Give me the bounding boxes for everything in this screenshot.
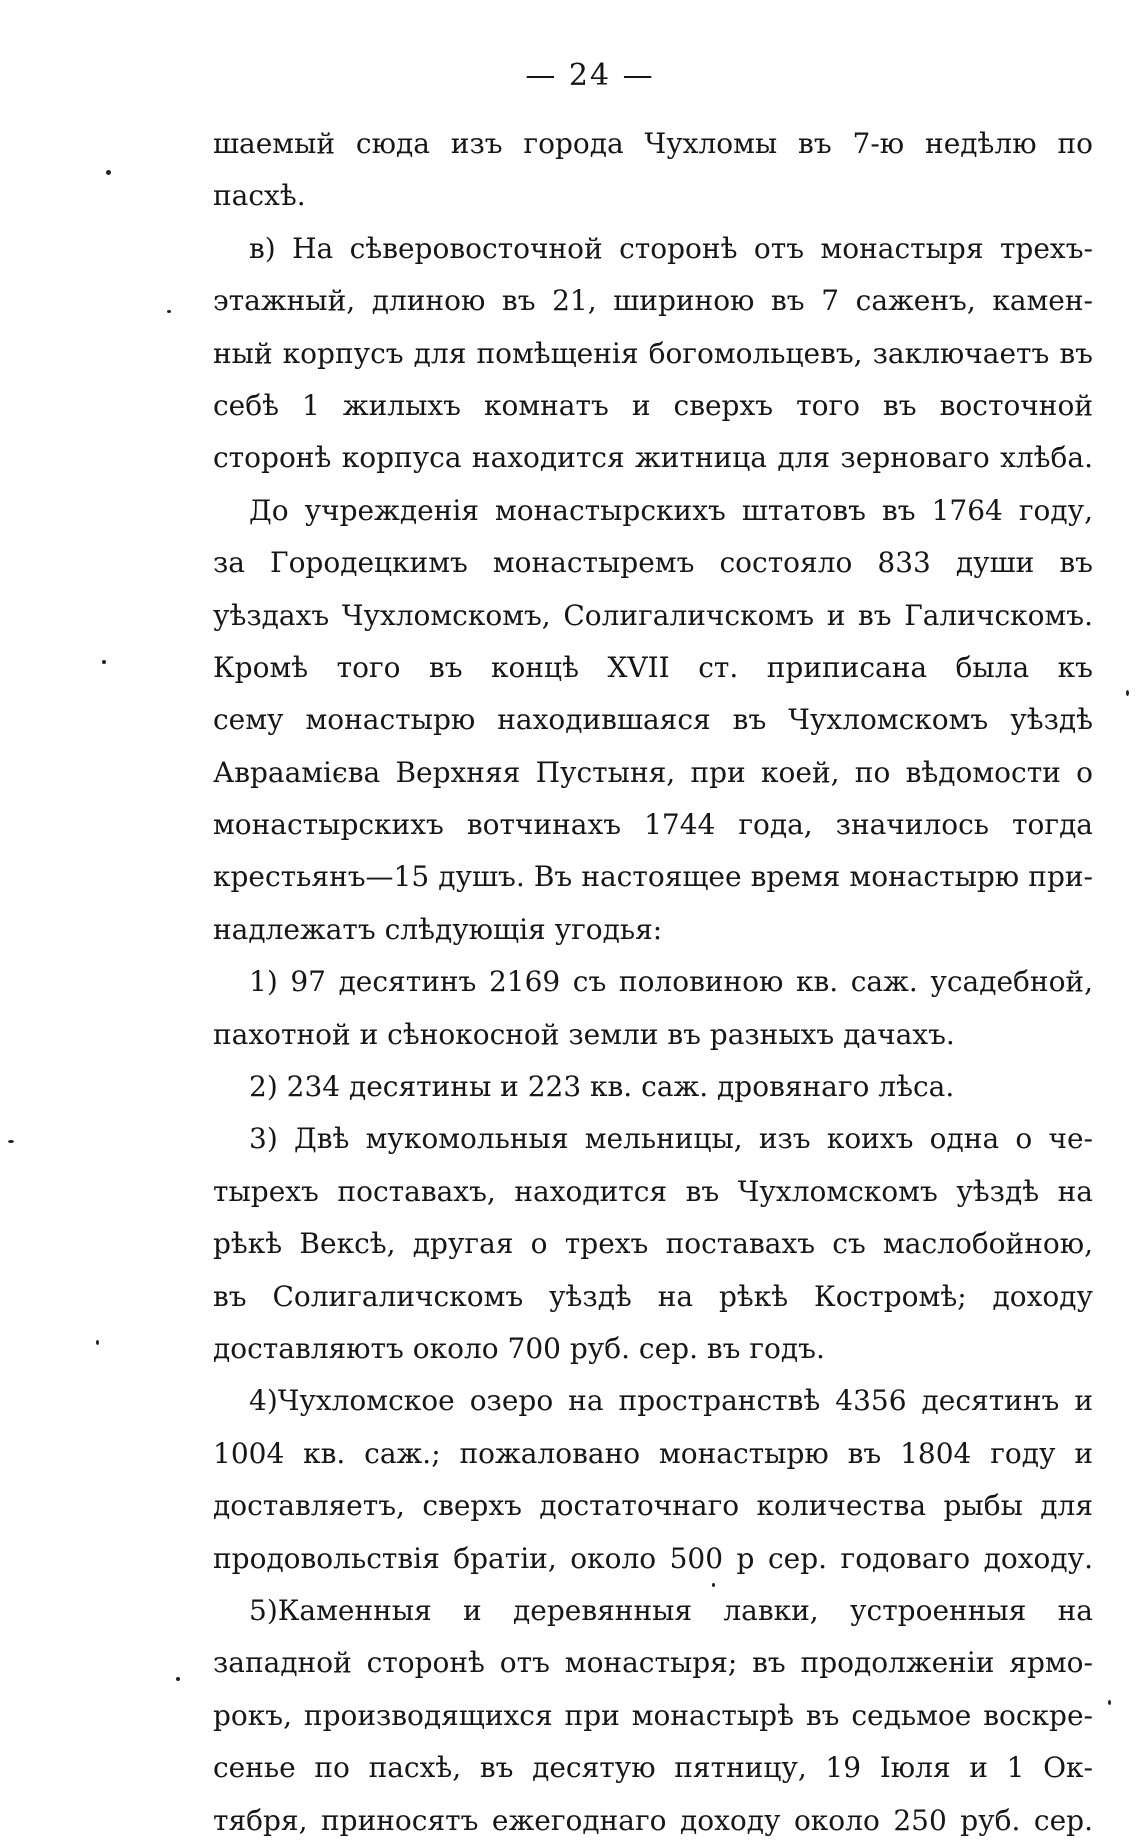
scan-speck — [102, 660, 106, 664]
text-line: въ Солигаличскомъ уѣздѣ на рѣкѣ Костромѣ; доходу — [213, 1279, 1093, 1313]
text-line: ный корпусъ для помѣщенія богомольцевъ, заключаетъ въ — [213, 336, 1093, 370]
scan-speck — [106, 170, 111, 175]
text-line: 2) 234 десятины и 223 кв. саж. дровянаго лѣса. — [249, 1070, 955, 1104]
text-line: сторонѣ корпуса находится житница для зерноваго хлѣба. — [213, 441, 1093, 475]
text-line: уѣздахъ Чухломскомъ, Солигаличскомъ и въ Галичскомъ. — [213, 598, 1093, 632]
text-line: тября, приносятъ ежегоднаго доходу около 250 руб. сер. — [213, 1803, 1093, 1837]
text-line: 3) Двѣ мукомольныя мельницы, изъ коихъ одна о че- — [249, 1122, 1093, 1156]
text-line: продовольствія братіи, около 500 р сер. годоваго доходу. — [213, 1541, 1093, 1575]
text-line: 4)Чухломское озеро на пространствѣ 4356 десятинъ и — [249, 1384, 1093, 1418]
text-line: доставляютъ около 700 руб. сер. въ годъ. — [213, 1331, 825, 1365]
text-line: тырехъ поставахъ, находится въ Чухломскомъ уѣздѣ на — [213, 1174, 1093, 1208]
scan-speck — [712, 1583, 715, 1587]
text-line: за Городецкимъ монастыремъ состояло 833 души въ — [213, 546, 1093, 580]
text-line: До учрежденія монастырскихъ штатовъ въ 1764 году, — [249, 493, 1093, 527]
scan-speck — [1126, 690, 1129, 696]
text-line: монастырскихъ вотчинахъ 1744 года, значилось тогда — [213, 808, 1093, 842]
scan-speck — [8, 1140, 14, 1143]
text-line: рокъ, производящихся при монастырѣ въ седьмое воскре- — [213, 1698, 1093, 1732]
scan-speck — [1108, 1700, 1111, 1705]
scan-speck — [96, 1340, 99, 1345]
scan-speck — [176, 1677, 180, 1681]
text-line: в) На сѣверовосточной сторонѣ отъ монастыря трехъ- — [249, 231, 1093, 265]
text-line: крестьянъ—15 душъ. Въ настоящее время монастырю при- — [213, 860, 1093, 894]
text-line: Авраамієва Верхняя Пустыня, при коей, по вѣдомости о — [213, 755, 1093, 789]
text-line: надлежатъ слѣдующія угодья: — [213, 912, 663, 946]
text-line: доставляетъ, сверхъ достаточнаго количества рыбы для — [213, 1489, 1093, 1523]
text-line: сему монастырю находившаяся въ Чухломскомъ уѣздѣ — [213, 703, 1093, 737]
text-line: пахотной и сѣнокосной земли въ разныхъ дачахъ. — [213, 1017, 955, 1051]
scan-speck — [167, 310, 171, 313]
text-line: 5)Каменныя и деревянныя лавки, устроенныя на — [249, 1593, 1093, 1627]
text-line: этажный, длиною въ 21, шириною въ 7 саженъ, камен- — [213, 284, 1093, 318]
text-line: пасхѣ. — [213, 179, 306, 213]
text-line: себѣ 1 жилыхъ комнатъ и сверхъ того въ восточной — [213, 388, 1093, 422]
text-line: рѣкѣ Вексѣ, другая о трехъ поставахъ съ маслобойною, — [213, 1227, 1093, 1261]
text-line: 1004 кв. саж.; пожаловано монастырю въ 1804 году и — [213, 1436, 1093, 1470]
text-line: западной сторонѣ отъ монастыря; въ продолженіи ярмо- — [213, 1646, 1093, 1680]
text-line: сенье по пасхѣ, въ десятую пятницу, 19 Іюля и 1 Ок- — [213, 1751, 1093, 1785]
text-line: Кромѣ того въ концѣ XVII ст. приписана была къ — [213, 650, 1093, 684]
text-line: шаемый сюда изъ города Чухломы въ 7-ю недѣлю по — [213, 127, 1093, 160]
text-line: 1) 97 десятинъ 2169 съ половиною кв. саж. усадебной, — [249, 965, 1093, 999]
page-body — [213, 118, 1093, 1847]
page-number: — 24 — — [525, 58, 655, 93]
